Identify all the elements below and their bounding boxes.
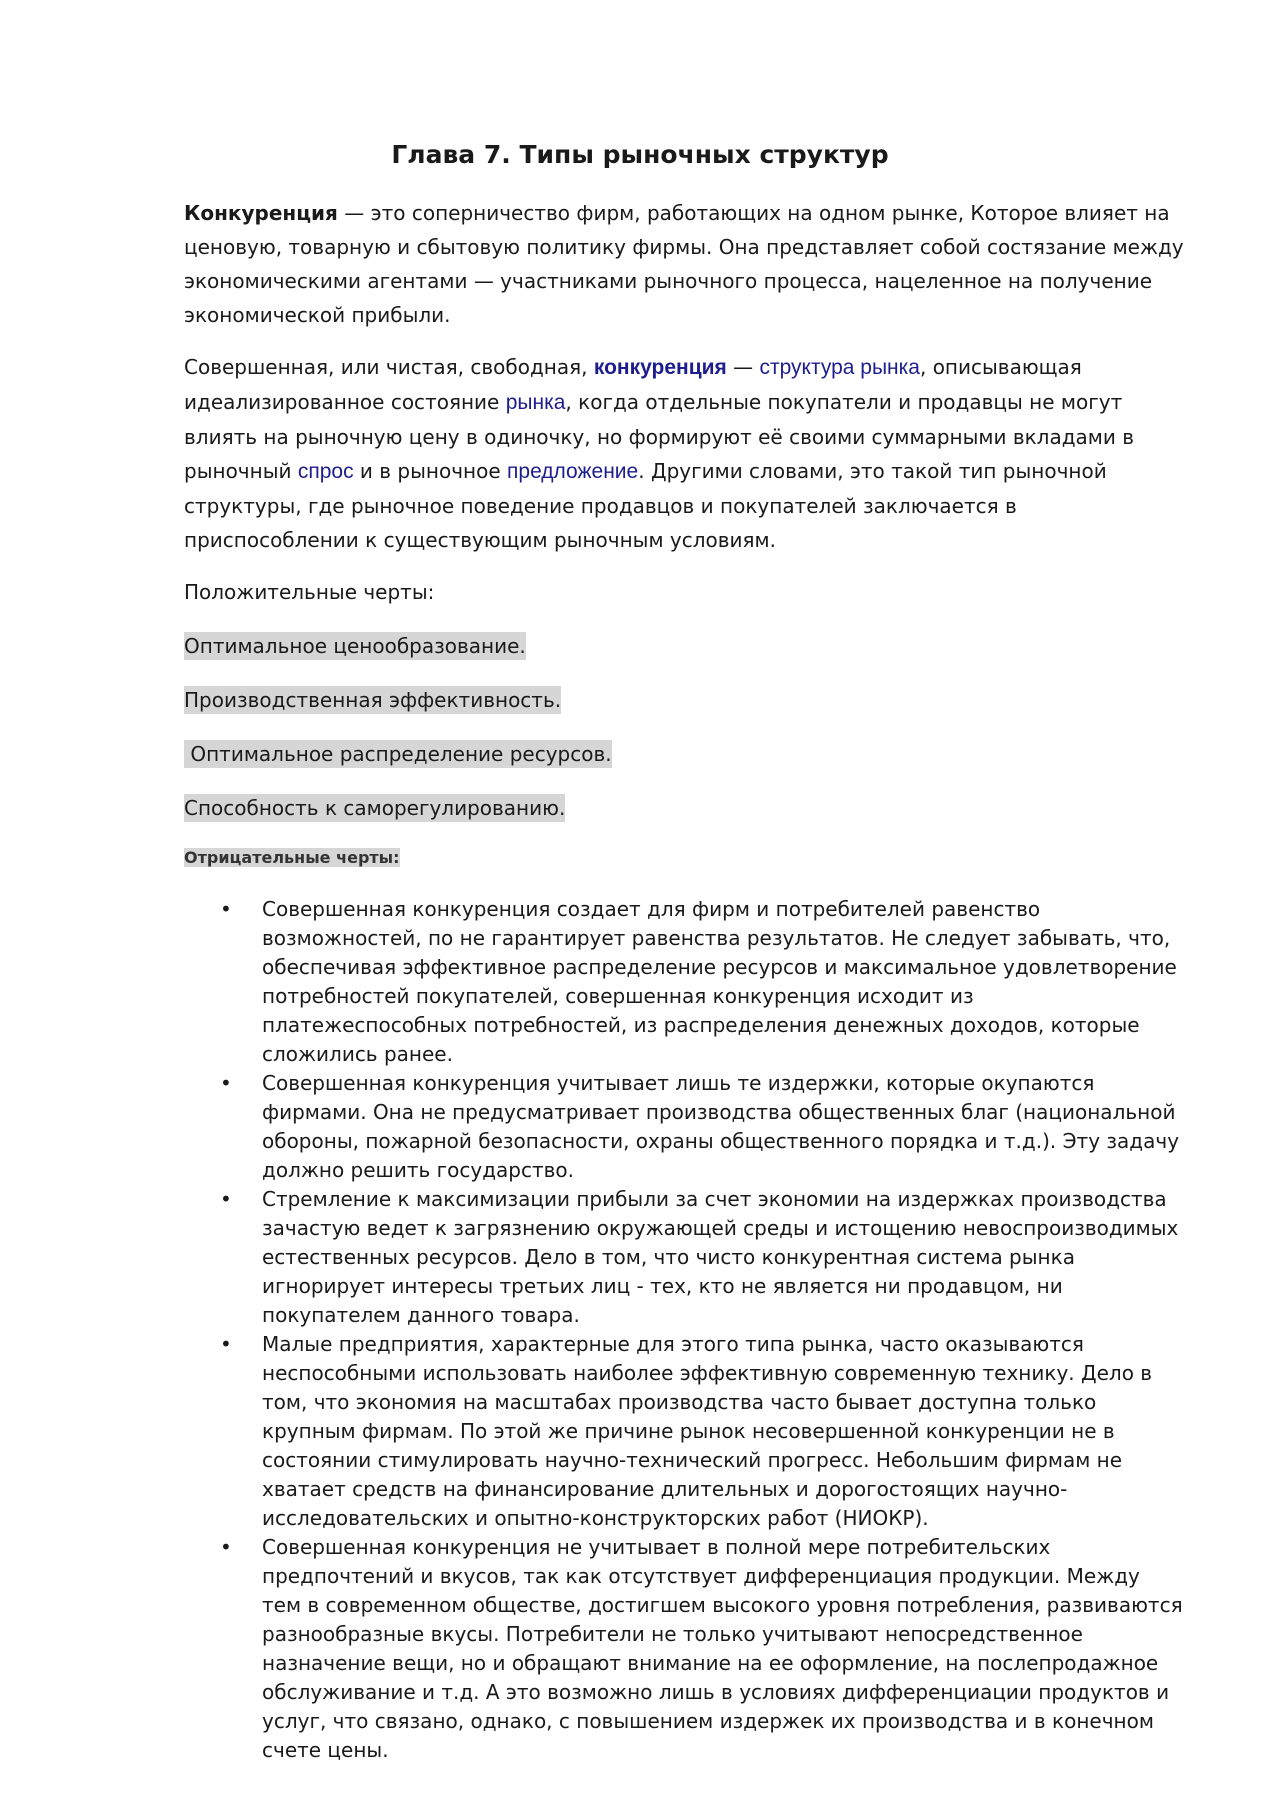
link-rynka[interactable]: рынка [505,391,566,414]
intro-paragraph [184,196,1184,332]
definition-text-6: . Другими словами, это такой тип рыночной структуры, где рыночное поведение продавцов и покупателей заключается в приспособлении к существующим рыночным условиям. [184,459,1107,552]
list-item-text: Совершенная конкуренция учитывает лишь те издержки, которые окупаются фирмами. Она не предусматривает производства общественных благ (национальной обороны, пожарной безопасности, охраны общественного порядка и т.д.). Эту задачу должно решить государство. [262,1071,1180,1182]
bullet-icon: • [220,1071,232,1095]
definition-paragraph [184,350,1184,557]
link-spros[interactable]: спрос [297,460,354,483]
definition-text-4: , когда отдельные покупатели и продавцы не могут влиять на рыночную цену в одиночку, но формируют её своими суммарными вкладами в рыночный [184,390,1135,483]
bullet-icon: • [220,897,232,921]
positive-item [184,737,1184,771]
positive-item-text: Оптимальное распределение ресурсов. [184,742,612,766]
definition-text-5: и в рыночное [353,459,508,483]
positive-item-text: Производственная эффективность. [184,688,562,712]
positive-item [184,683,1184,717]
document-page [184,118,1184,1765]
list-item-text: Совершенная конкуренция создает для фирм и потребителей равенство возможностей, по не гарантирует равенства результатов. Не следует забывать, что, обеспечивая эффективное распределение ресурсов и максимальное удовлетворение потребностей покупателей, совершенная конкуренция исходит из платежеспособных потребностей, из распределения денежных доходов, которые сложились ранее. [262,897,1177,1066]
intro-term: Конкуренция [184,201,338,225]
negative-features-list [184,895,1184,1765]
link-konkurentsiya[interactable]: конкуренция [593,356,727,379]
negative-features-label-text: Отрицательные черты: [184,848,400,867]
positive-item-text: Способность к саморегулированию. [184,796,566,820]
list-item [184,1069,1184,1185]
list-item-text: Стремление к максимизации прибыли за счет экономии на издержках производства зачастую ведет к загрязнению окружающей среды и истощению невоспроизводимых естественных ресурсов. Дело в том, что чисто конкурентная система рынка игнорирует интересы третьих лиц - тех, кто не является ни продавцом, ни покупателем данного товара. [262,1187,1179,1327]
positive-item-text: Оптимальное ценообразование. [184,634,526,658]
list-item-text: Совершенная конкуренция не учитывает в полной мере потребительских предпочтений и вкусов, так как отсутствует дифференциация продукции. Между тем в современном обществе, достигшем высокого уровня потребления, развиваются разнообразные вкусы. Потребители не только учитывают непосредственное назначение вещи, но и обращают внимание на ее оформление, на послепродажное обслуживание и т.д. А это возможно лишь в условиях дифференциации продуктов и услуг, что связано, однако, с повышением издержек их производства и в конечном счете цены. [262,1535,1183,1762]
bullet-icon: • [220,1332,232,1356]
link-struktura-rynka[interactable]: структура рынка [759,356,920,379]
list-item [184,895,1184,1069]
list-item-text: Малые предприятия, характерные для этого типа рынка, часто оказываются неспособными использовать наиболее эффективную современную технику. Дело в том, что экономия на масштабах производства часто бывает доступна только крупным фирмам. По этой же причине рынок несовершенной конкуренции не в состоянии стимулировать научно-технический прогресс. Небольшим фирмам не хватает средств на финансирование длительных и дорогостоящих научно-исследовательских и опытно-конструкторских работ (НИОКР). [262,1332,1153,1530]
definition-text-1: Совершенная, или чистая, свободная, [184,355,594,379]
list-item [184,1330,1184,1533]
positive-item [184,629,1184,663]
link-predlozhenie[interactable]: предложение [507,460,639,483]
chapter-title: Глава 7. Типы рыночных структур [391,140,889,169]
intro-text: — это соперничество фирм, работающих на одном рынке, Которое влияет на ценовую, товарную и сбытовую политику фирмы. Она представляет собой состязание между экономическими агентами — участниками рыночного процесса, нацеленное на получение экономической прибыли. [184,201,1184,327]
positive-features-label: Положительные черты: [184,580,435,604]
positive-item [184,791,1184,825]
negative-features-label [184,843,1184,873]
definition-text-3: , описывающая идеализированное состояние [184,355,1082,414]
list-item [184,1185,1184,1330]
bullet-icon: • [220,1535,232,1559]
definition-text-2: — [726,355,760,379]
list-item [184,1533,1184,1765]
bullet-icon: • [220,1187,232,1211]
